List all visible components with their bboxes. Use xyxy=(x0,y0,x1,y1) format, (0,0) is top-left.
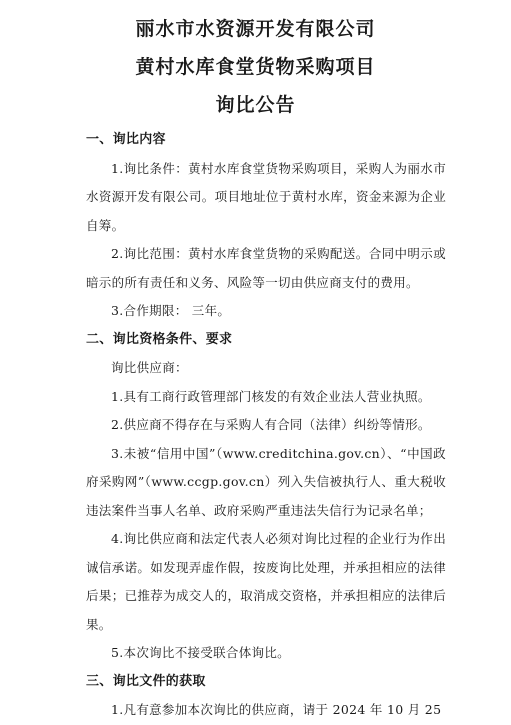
paragraph-conditions: 1.询比条件：黄村水库食堂货物采购项目，采购人为丽水市水资源开发有限公司。项目地址位于黄村水库，资金来源为企业自筹。 xyxy=(86,160,446,233)
title-company: 丽水市水资源开发有限公司 xyxy=(135,18,376,40)
paragraph-credit: 3.未被“信用中国”（www.creditchina.gov.cn）、“中国政府采购网”（www.ccgp.gov.cn）列入失信被执行人、重大税收违法案件当事人名单、政府采购严重违法失信行为记录名单； xyxy=(86,445,446,518)
document-body xyxy=(86,126,446,725)
section-heading-2: 二、询比资格条件、要求 xyxy=(86,331,233,347)
section-heading-1: 一、询比内容 xyxy=(86,132,166,147)
title-project: 黄村水库食堂货物采购项目 xyxy=(135,56,376,78)
title-notice: 询比公告 xyxy=(215,94,296,116)
paragraph-supplier-intro: 询比供应商： xyxy=(111,360,188,375)
paragraph-scope: 2.询比范围：黄村水库食堂货物的采购配送。合同中明示或暗示的所有责任和义务、风险等一切由供应商支付的费用。 xyxy=(86,246,446,290)
paragraph-license: 1.具有工商行政管理部门核发的有效企业法人营业执照。 xyxy=(111,388,431,404)
paragraph-term: 3.合作期限： 三年。 xyxy=(111,303,231,318)
section-heading-3: 三、询比文件的获取 xyxy=(86,673,206,689)
paragraph-integrity: 4.询比供应商和法定代表人必须对询比过程的企业行为作出诚信承诺。如发现弄虚作假，按废询比处理，并承担相应的法律后果；已推荐为成交人的，取消成交资格，并承担相应的法律后果。 xyxy=(86,531,446,632)
paragraph-no-dispute: 2.供应商不得存在与采购人有合同（法律）纠纷等情形。 xyxy=(111,417,431,432)
paragraph-no-consortium: 5.本次询比不接受联合体询比。 xyxy=(111,645,290,660)
paragraph-obtain-docs: 1.凡有意参加本次询比的供应商，请于 2024 年 10 月 25 xyxy=(111,702,442,717)
